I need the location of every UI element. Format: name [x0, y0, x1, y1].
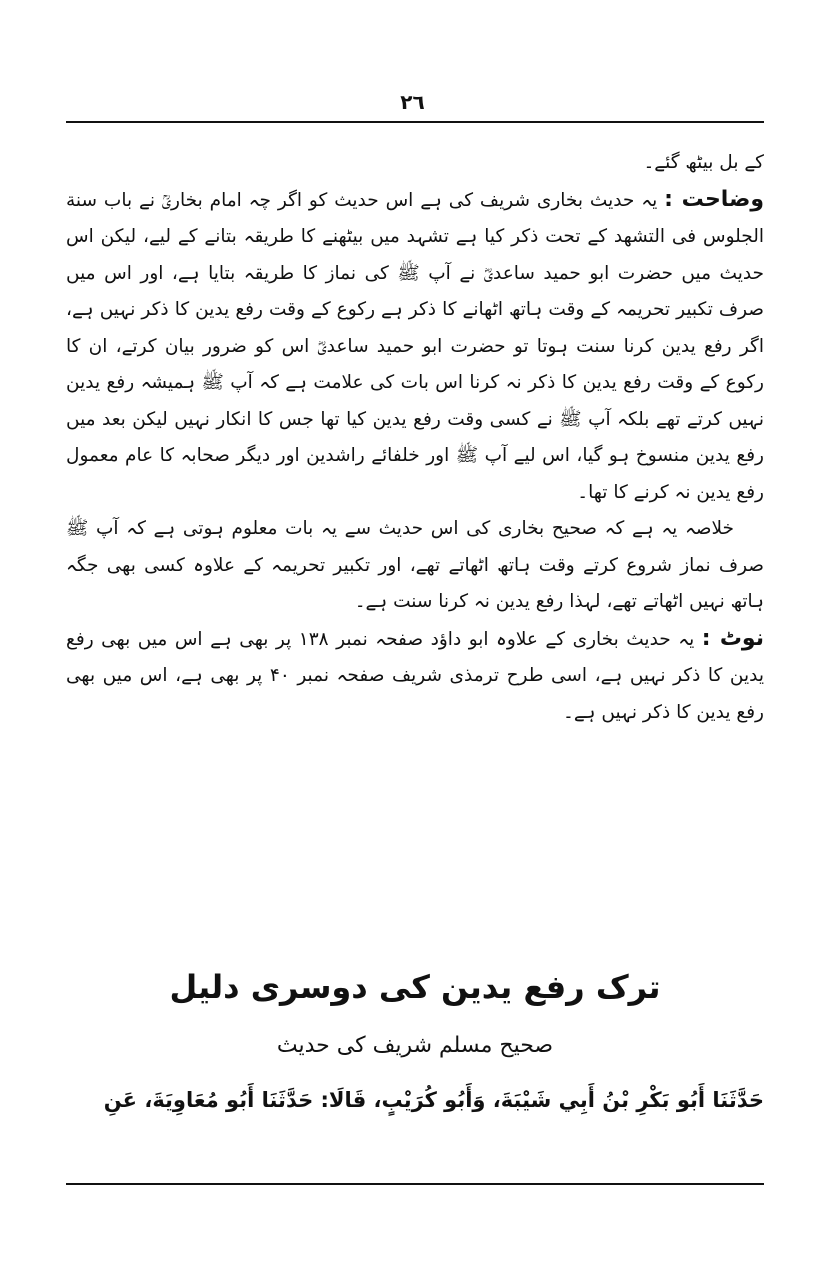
- explanation-label: وضاحت :: [664, 186, 764, 212]
- paragraph-explanation: [66, 182, 764, 512]
- arabic-hadith-text: حَدَّثَنَا أَبُو بَكْرِ بْنُ أَبِي شَيْبَةَ، وَأَبُو كُرَيْبٍ، قَالَا: حَدَّثَنَا أَبُو مُعَاوِيَةَ، عَنِ: [103, 1088, 764, 1112]
- header-rule: [66, 121, 764, 123]
- paragraph-summary: خلاصہ یہ ہے کہ صحیح بخاری کی اس حدیث سے یہ بات معلوم ہوتی ہے کہ آپ ﷺ صرف نماز شروع کرتے وقت ہاتھ اٹھاتے تھے، اور تکبیر تحریمہ کے علاوہ کسی بھی جگہ ہاتھ نہیں اٹھاتے تھے، لہذا رفع یدین نہ کرنا سنت ہے۔: [66, 518, 764, 612]
- body-text: [66, 145, 764, 731]
- section-heading: ترک رفع یدین کی دوسری دلیل: [169, 968, 661, 1006]
- paragraph-continuation: کے بل بیٹھ گئے۔: [643, 152, 764, 173]
- note-text: یہ حدیث بخاری کے علاوہ ابو داؤد صفحہ نمبر ۱۳۸ پر بھی ہے اس میں بھی رفع یدین کا ذکر نہیں ہے، اسی طرح ترمذی شریف صفحہ نمبر ۴۰ پر بھی ہے، اس میں بھی رفع یدین کا ذکر نہیں ہے۔: [66, 628, 764, 723]
- note-label: نوٹ :: [701, 625, 764, 651]
- section-subheading: صحیح مسلم شریف کی حدیث: [276, 1033, 554, 1058]
- explanation-text: یہ حدیث بخاری شریف کی ہے اس حدیث کو اگر چہ امام بخاریؒ نے باب سنة الجلوس فی التشهد کے تحت ذکر کیا ہے تشہد میں بیٹھنے کا طریقہ بتانے کے لیے، لیکن اس حدیث میں حضرت ابو حمید ساعدیؓ نے آپ ﷺ کی نماز کا طریقہ بتایا ہے، اور اس میں صرف تکبیر تحریمہ کے وقت ہاتھ اٹھانے کا ذکر ہے رکوع کے وقت رفع یدین کا ذکر نہیں ہے، اگر رفع یدین کرنا سنت ہوتا تو حضرت ابو حمید ساعدیؓ اس کو ضرور بیان کرتے، ان کا رکوع کے وقت رفع یدین کا ذکر نہ کرنا اس بات کی علامت ہے کہ آپ ﷺ ہمیشہ رفع یدین نہیں کرتے تھے بلکہ آپ ﷺ نے کسی وقت رفع یدین کیا تھا جس کا انکار نہیں لیکن بعد میں رفع یدین منسوخ ہو گیا، اس لیے آپ ﷺ اور خلفائے راشدین اور دیگر صحابہ کا عام معمول رفع یدین نہ کرنے کا تھا۔: [66, 189, 764, 503]
- footer-rule: [66, 1183, 764, 1185]
- page-number: ٢٦: [400, 90, 425, 114]
- paragraph-note: [66, 621, 764, 732]
